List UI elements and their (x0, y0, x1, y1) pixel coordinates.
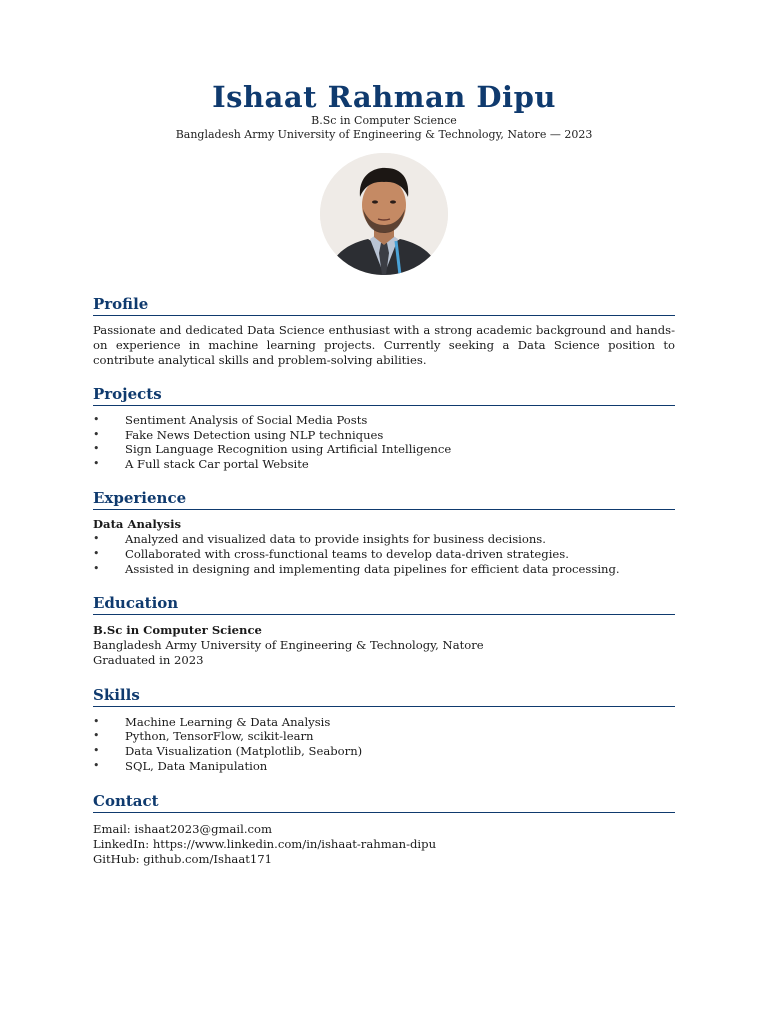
experience-role: Data Analysis (93, 517, 182, 532)
skills-list (93, 715, 675, 773)
list-item: • Fake News Detection using NLP techniques (93, 428, 675, 443)
list-item: • Sign Language Recognition using Artificial Intelligence (93, 442, 675, 457)
degree-line: B.Sc in Computer Science (311, 114, 457, 127)
contact-email: Email: ishaat2023@gmail.com (93, 822, 272, 837)
contact-heading: Contact (93, 791, 675, 813)
education-heading: Education (93, 593, 675, 615)
list-item: • Collaborated with cross-functional teams to develop data-driven strategies. (93, 547, 675, 562)
profile-photo (320, 153, 448, 275)
skills-heading: Skills (93, 685, 675, 707)
list-item: • Machine Learning & Data Analysis (93, 715, 675, 730)
education-section (93, 593, 675, 668)
list-item: • A Full stack Car portal Website (93, 457, 675, 472)
list-item: • Python, TensorFlow, scikit-learn (93, 729, 675, 744)
skills-section (93, 685, 675, 773)
experience-list (93, 532, 675, 576)
list-item: • Assisted in designing and implementing data pipelines for efficient data processing. (93, 562, 675, 577)
experience-section (93, 488, 675, 576)
list-item: • Analyzed and visualized data to provide insights for business decisions. (93, 532, 675, 547)
full-name: Ishaat Rahman Dipu (212, 80, 556, 114)
education-graduated: Graduated in 2023 (93, 652, 204, 667)
photo-container (93, 153, 675, 275)
list-item: • Sentiment Analysis of Social Media Posts (93, 413, 675, 428)
list-item: • Data Visualization (Matplotlib, Seaborn) (93, 744, 675, 759)
projects-heading: Projects (93, 384, 675, 406)
institution-line: Bangladesh Army University of Engineering & Technology, Natore — 2023 (175, 128, 593, 141)
projects-section (93, 384, 675, 471)
profile-heading: Profile (93, 294, 675, 316)
profile-section (93, 294, 675, 368)
education-institution: Bangladesh Army University of Engineering & Technology, Natore (93, 638, 484, 653)
experience-heading: Experience (93, 488, 675, 510)
profile-text: Passionate and dedicated Data Science enthusiast with a strong academic background and hands-on experience in machine learning projects. Currently seeking a Data Science position to contribute analytical skills and problem-solving abilities. (93, 323, 675, 367)
projects-list (93, 413, 675, 471)
profile-photo-illustration (320, 153, 448, 275)
education-degree: B.Sc in Computer Science (93, 623, 262, 638)
contact-linkedin: LinkedIn: https://www.linkedin.com/in/ishaat-rahman-dipu (93, 836, 437, 851)
contact-section (93, 791, 675, 866)
contact-github: GitHub: github.com/Ishaat171 (93, 851, 273, 866)
list-item: • SQL, Data Manipulation (93, 759, 675, 774)
resume-header (93, 0, 675, 142)
